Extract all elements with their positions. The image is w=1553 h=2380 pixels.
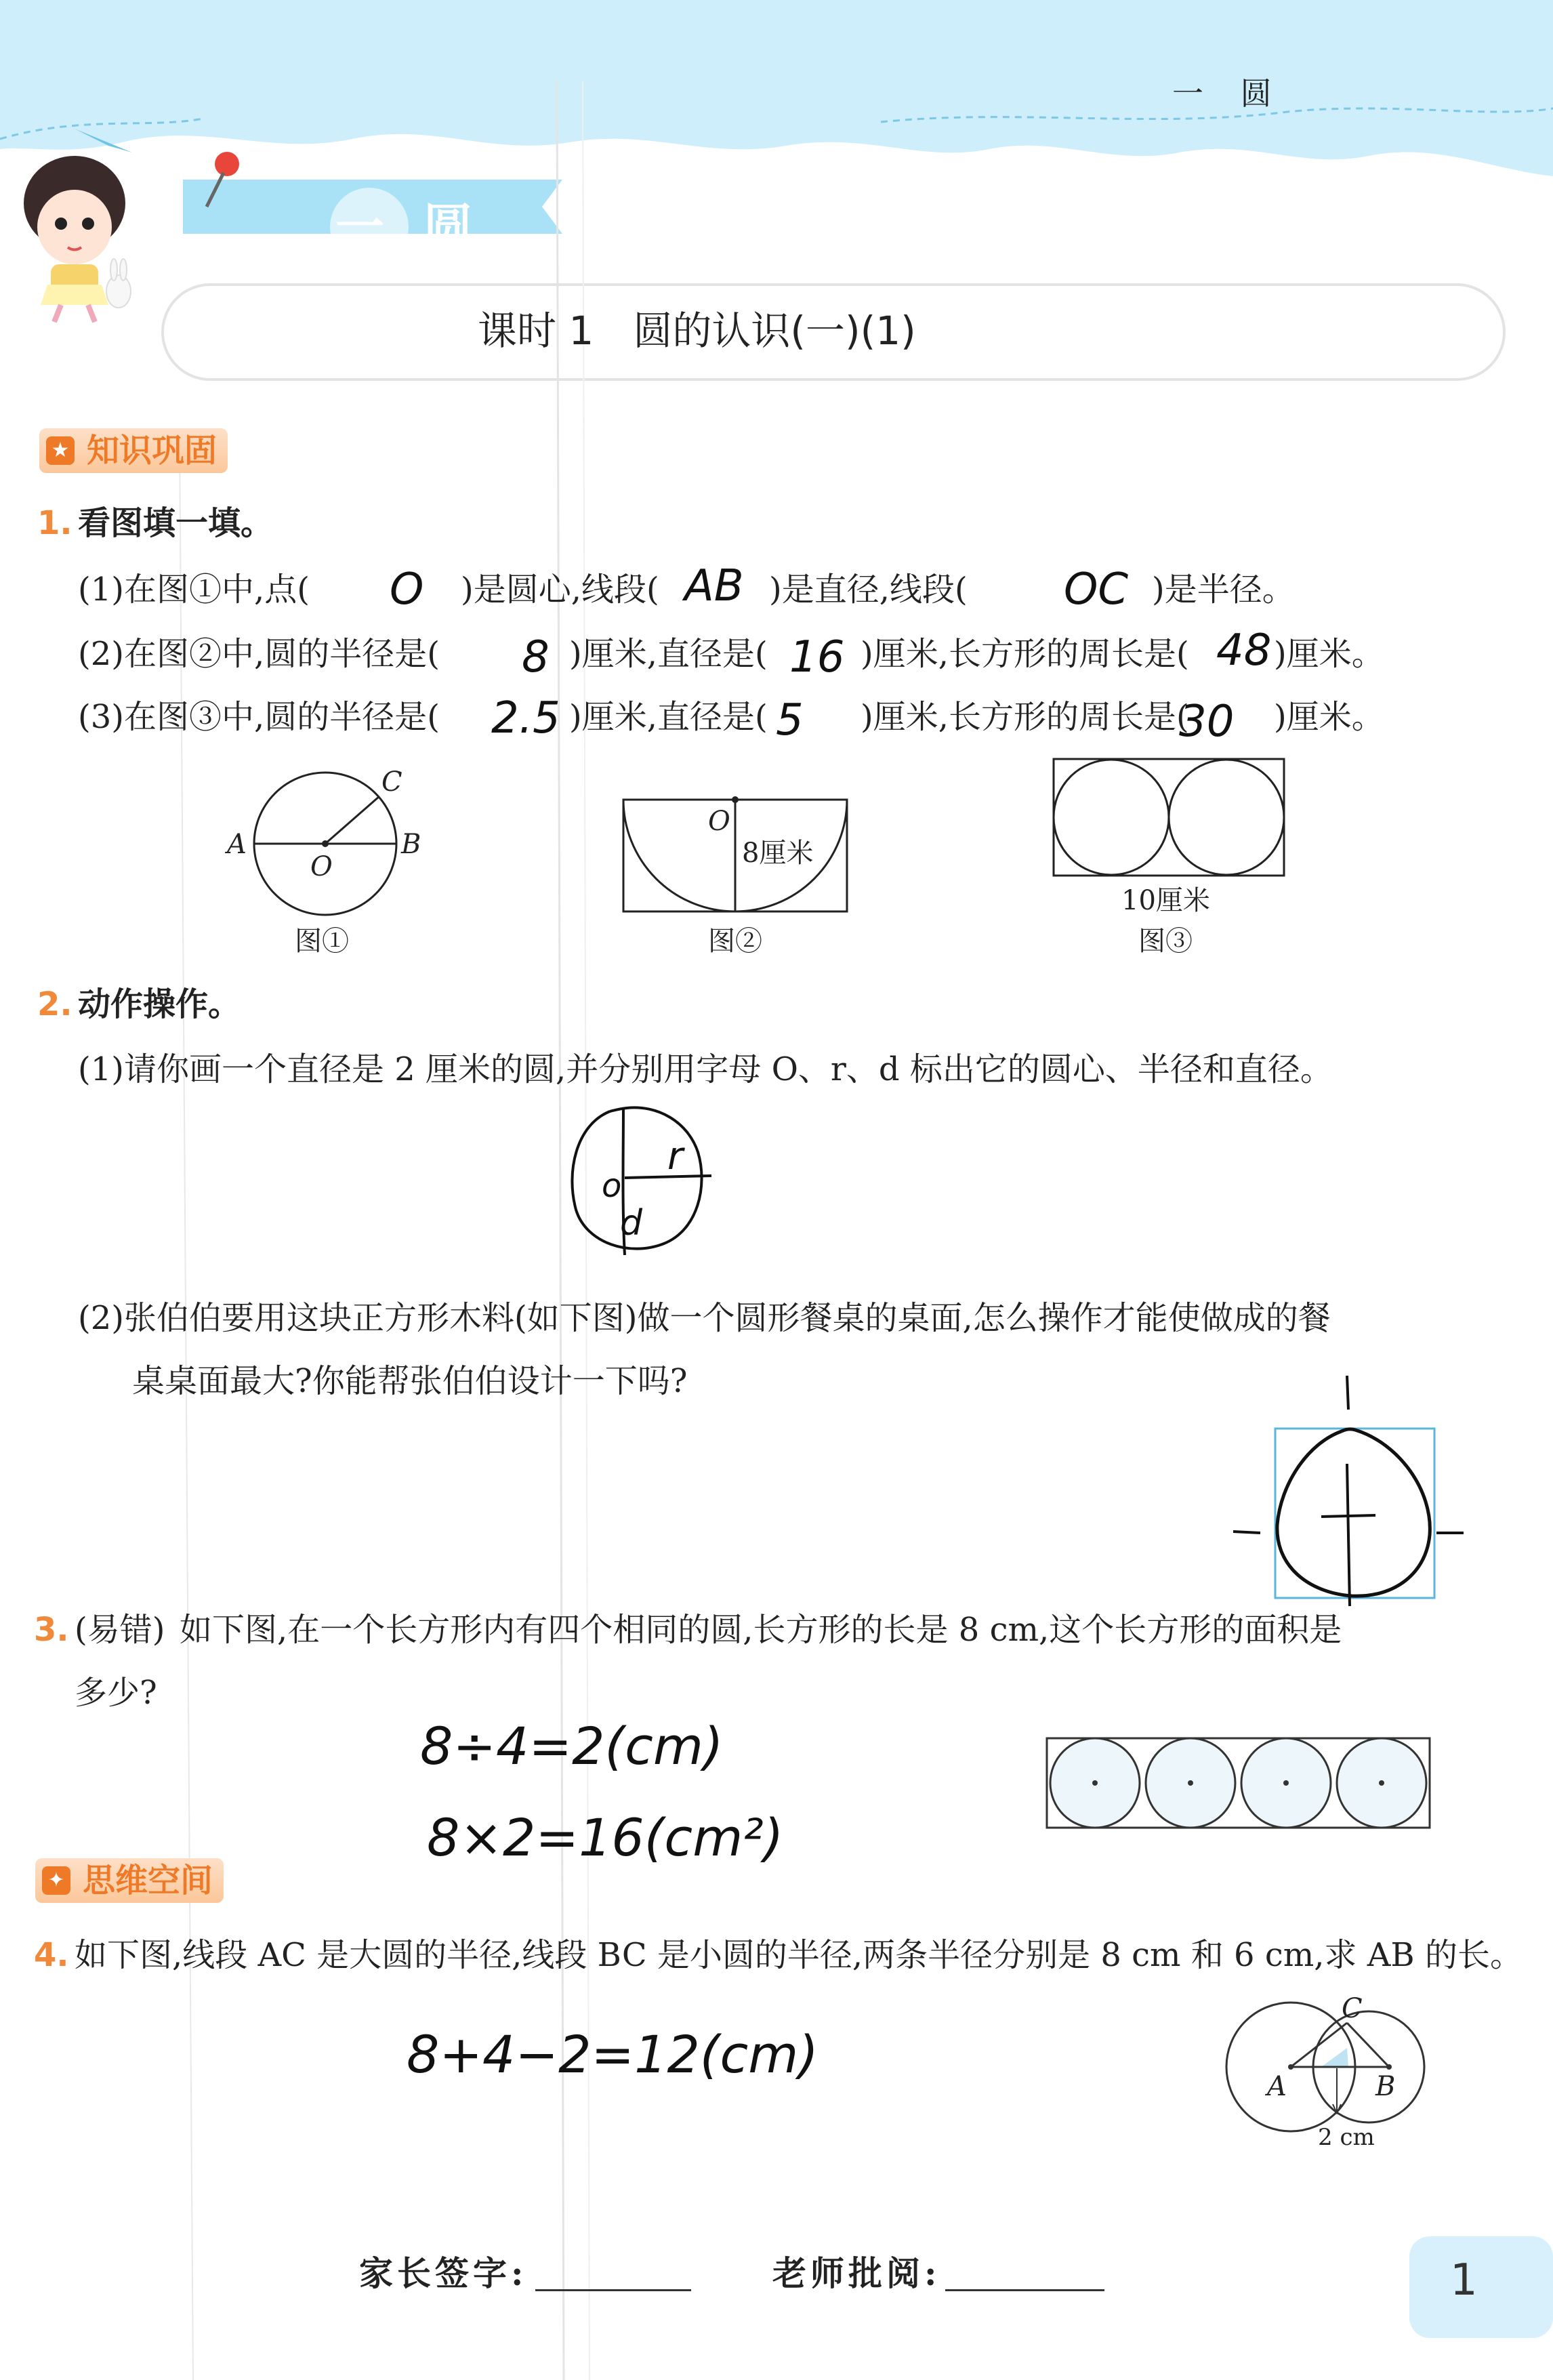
q1-line3-part-a: (3)在图③中,圆的半径是( bbox=[78, 698, 440, 736]
page-number: 1 bbox=[1450, 2255, 1478, 2305]
answer-radius-fig2: 8 bbox=[522, 632, 550, 682]
ribbon-title: 圆 bbox=[423, 199, 473, 255]
section-badge-knowledge bbox=[39, 428, 228, 473]
fig1-label-b: B bbox=[401, 829, 421, 860]
star-icon: ★ bbox=[46, 436, 75, 465]
q1-line3-part-b: )厘米,直径是( bbox=[569, 698, 768, 736]
q1-line2-part-d: )厘米。 bbox=[1274, 635, 1384, 673]
q1-line2-part-a: (2)在图②中,圆的半径是( bbox=[78, 635, 440, 673]
lightbulb-icon: ✦ bbox=[42, 1866, 70, 1895]
q2-part2-line1: (2)张伯伯要用这块正方形木料(如下图)做一个圆形餐桌的桌面,怎么操作才能使做成的餐 bbox=[78, 1299, 1331, 1337]
figure-2-semicircle-rectangle bbox=[610, 786, 861, 922]
answer-radius-fig3: 2.5 bbox=[491, 693, 560, 743]
q3-text-line1: 如下图,在一个长方形内有四个相同的圆,长方形的长是 8 cm,这个长方形的面积是 bbox=[180, 1611, 1342, 1649]
section-badge-thinking bbox=[35, 1858, 224, 1903]
question-title: 动作操作。 bbox=[78, 985, 241, 1023]
q3-tag: (易错) bbox=[75, 1611, 165, 1649]
q2-part1: (1)请你画一个直径是 2 厘米的圆,并分别用字母 O、r、d 标出它的圆心、半径和直径。 bbox=[78, 1050, 1333, 1088]
fig3-caption: 图③ bbox=[1138, 926, 1193, 957]
q4-fig-label-b: B bbox=[1375, 2071, 1396, 2102]
q1-line3-part-d: )厘米。 bbox=[1274, 698, 1384, 736]
drawn-label-o: o bbox=[602, 1167, 622, 1205]
section-title: 知识巩固 bbox=[87, 432, 218, 470]
q1-line2-part-c: )厘米,长方形的周长是( bbox=[861, 635, 1189, 673]
ribbon-number: 一 bbox=[335, 199, 385, 255]
fig2-length-label: 8厘米 bbox=[742, 838, 814, 869]
q1-line1-part-c: )是直径,线段( bbox=[769, 571, 968, 609]
drawn-label-d: d bbox=[620, 1203, 643, 1244]
girl-cartoon bbox=[24, 129, 132, 322]
answer-perimeter-fig3: 30 bbox=[1179, 697, 1235, 747]
question-title: 看图填一填。 bbox=[78, 504, 274, 542]
q3-work-line1: 8÷4=2(cm) bbox=[420, 1716, 724, 1776]
fig1-label-o: O bbox=[310, 851, 333, 882]
q4-work: 8+4−2=12(cm) bbox=[407, 2024, 819, 2085]
teacher-review-label: 老师批阅: bbox=[772, 2253, 941, 2293]
question-number: 3. bbox=[34, 1611, 69, 1649]
q1-line1-part-d: )是半径。 bbox=[1152, 571, 1295, 609]
q1-line2-part-b: )厘米,直径是( bbox=[569, 635, 768, 673]
parent-signature-label: 家长签字: bbox=[359, 2253, 528, 2293]
q2-part2-line2: 桌桌面最大?你能帮张伯伯设计一下吗? bbox=[132, 1362, 688, 1400]
q4-fig-label-a: A bbox=[1267, 2071, 1287, 2102]
answer-center: O bbox=[390, 565, 424, 615]
answer-diameter-fig3: 5 bbox=[776, 695, 804, 745]
question-number: 4. bbox=[34, 1936, 69, 1974]
figure-3-two-circles-rectangle bbox=[1047, 752, 1291, 888]
answer-radius: OC bbox=[1064, 565, 1129, 615]
question-number: 1. bbox=[37, 504, 73, 542]
fig2-label-o: O bbox=[708, 806, 730, 837]
q1-line1-part-b: )是圆心,线段( bbox=[461, 571, 659, 609]
drawn-label-r: r bbox=[667, 1134, 684, 1178]
q4-fig-label-c: C bbox=[1342, 1993, 1363, 2024]
q4-text: 如下图,线段 AC 是大圆的半径,线段 BC 是小圆的半径,两条半径分别是 8 cm 和 6 cm,求 AB 的长。 bbox=[75, 1936, 1523, 1974]
q3-text-line2: 多少? bbox=[75, 1674, 157, 1712]
lesson-title: 课时 1 圆的认识(一)(1) bbox=[478, 308, 916, 354]
rectangle-four-circles bbox=[1043, 1731, 1436, 1833]
teacher-review-line bbox=[945, 2289, 1104, 2291]
chapter-short: 一 圆 bbox=[1172, 75, 1285, 112]
answer-perimeter-fig2: 48 bbox=[1216, 625, 1272, 676]
q1-line3-part-c: )厘米,长方形的周长是( bbox=[861, 698, 1189, 736]
fig1-label-c: C bbox=[381, 766, 402, 798]
q3-work-line2: 8×2=16(cm²) bbox=[427, 1807, 784, 1868]
answer-diameter: AB bbox=[684, 561, 744, 611]
answer-diameter-fig2: 16 bbox=[789, 632, 845, 682]
q1-line1-part-a: (1)在图①中,点( bbox=[78, 571, 310, 609]
fig1-label-a: A bbox=[227, 829, 247, 860]
section-title: 思维空间 bbox=[83, 1862, 213, 1900]
fig2-caption: 图② bbox=[708, 926, 762, 957]
parent-signature-line bbox=[535, 2289, 691, 2291]
square-wood-with-circle bbox=[1226, 1369, 1470, 1626]
q4-fig-gap-label: 2 cm bbox=[1318, 2124, 1375, 2151]
fig3-length-label: 10厘米 bbox=[1121, 885, 1210, 916]
fig1-caption: 图① bbox=[295, 926, 349, 957]
question-number: 2. bbox=[37, 985, 73, 1023]
